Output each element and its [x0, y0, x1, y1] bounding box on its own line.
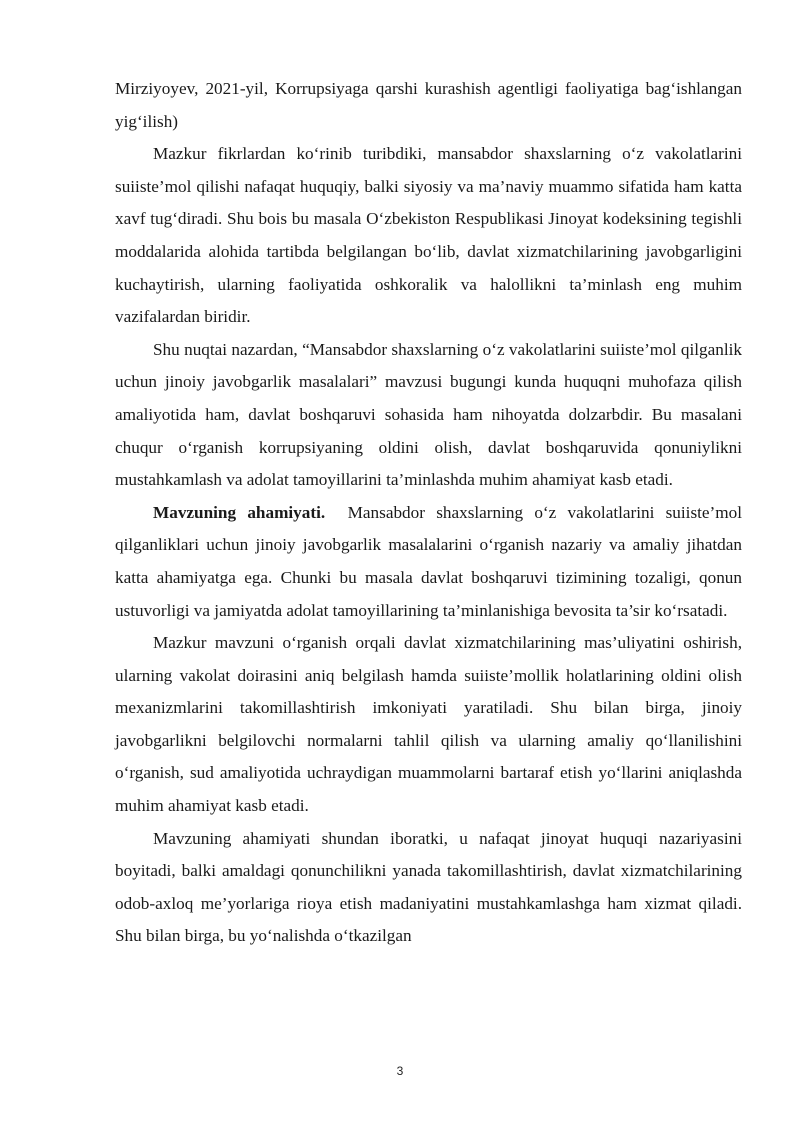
paragraph-5-text: Mazkur mavzuni o‘rganish orqali davlat xizmatchilarining mas’uliyatini oshirish, ularning vakolat doirasini aniq belgilash hamda suiiste’mollik holatlarining oldini olish mexanizmlarini takomillashtirish imkoniyati yaratiladi. Shu bilan birga, jinoiy javobgarlikni belgilovchi normalarni tahlil qilish va ularning amaliy qo‘llanilishini o‘rganish, sud amaliyotida uchraydigan muammolarni bartaraf etish yo‘llarini aniqlashda muhim ahamiyat kasb etadi. — [115, 633, 742, 816]
paragraph-5 — [115, 627, 742, 823]
document-body — [115, 73, 747, 953]
paragraph-2-text: Mazkur fikrlardan ko‘rinib turibdiki, mansabdor shaxslarning o‘z vakolatlarini suiiste’mol qilishi nafaqat huquqiy, balki siyosiy va ma’naviy muammo sifatida ham katta xavf tug‘diradi. Shu bois bu masala O‘zbekiston Respublikasi Jinoyat kodeksining tegishli moddalarida alohida tartibda belgilangan bo‘lib, davlat xizmatchilarining javobgarligini kuchaytirish, ularning faoliyatida oshkoralik va halollikni ta’minlash eng muhim vazifalardan biridir. — [115, 144, 742, 327]
page-number: 3 — [396, 1064, 404, 1078]
section-heading-inline: Mavzuning ahamiyati. — [153, 502, 326, 522]
paragraph-2 — [115, 138, 742, 334]
paragraph-3 — [115, 334, 742, 497]
paragraph-4-text: Mansabdor shaxslarning o‘z vakolatlarini suiiste’mol qilganliklari uchun jinoiy javobgarlik masalalarini o‘rganish nazariy va amaliy jihatdan katta ahamiyatga ega. Chunki bu masala davlat boshqaruvi tizimining tozaligi, qonun ustuvorligi va jamiyatda adolat tamoyillarining ta’minlanishiga bevosita ta’sir ko‘rsatadi. — [115, 502, 747, 620]
paragraph-3-text: Shu nuqtai nazardan, “Mansabdor shaxslarning o‘z vakolatlarini suiiste’mol qilganlik uchun jinoiy javobgarlik masalalari” mavzusi bugungi kunda huquqni muhofaza qilish amaliyotida ham, davlat boshqaruvi sohasida ham nihoyatda dolzarbdir. Bu masalani chuqur o‘rganish korrupsiyaning oldini olish, davlat boshqaruvida qonuniylikni mustahkamlash va adolat tamoyillarini ta’minlashda muhim ahamiyat kasb etadi. — [115, 339, 742, 490]
paragraph-6 — [115, 823, 742, 953]
paragraph-4 — [115, 497, 747, 627]
paragraph-1-text: Mirziyoyev, 2021-yil, Korrupsiyaga qarshi kurashish agentligi faoliyatiga bag‘ishlangan yig‘ilish) — [115, 79, 742, 131]
paragraph-6-text: Mavzuning ahamiyati shundan iboratki, u nafaqat jinoyat huquqi nazariyasini boyitadi, balki amaldagi qonunchilikni yanada takomillashtirish, davlat xizmatchilarining odob-axloq me’yorlariga rioya etish madaniyatini mustahkamlashga ham xizmat qiladi. Shu bilan birga, bu yo‘nalishda o‘tkazilgan — [115, 828, 742, 946]
paragraph-1 — [115, 73, 742, 138]
